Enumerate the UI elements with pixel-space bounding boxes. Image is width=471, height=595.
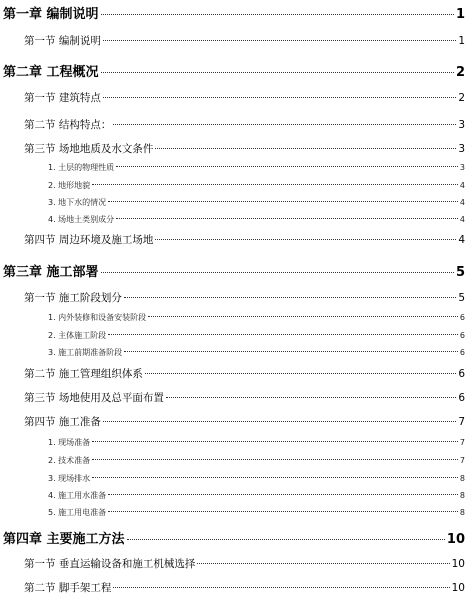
dot-leader — [197, 563, 449, 564]
toc-entry-page-number: 5 — [458, 292, 465, 304]
dot-leader — [92, 441, 458, 442]
dot-leader — [124, 351, 458, 352]
toc-entry-title: 2. 技术准备 — [48, 456, 91, 465]
dot-leader — [103, 97, 456, 98]
toc-entry-title: 第二节 结构特点： — [24, 119, 112, 131]
toc-entry-level-2[interactable] — [0, 232, 471, 247]
dot-leader — [155, 239, 456, 240]
toc-entry-level-3[interactable] — [0, 490, 471, 501]
toc-entry-page-number: 8 — [459, 491, 465, 500]
toc-entry-title: 3. 地下水的情况 — [48, 198, 107, 207]
toc-entry-level-2[interactable] — [0, 580, 471, 595]
toc-entry-title: 第三节 场地地质及水文条件 — [24, 143, 154, 155]
toc-entry-level-2[interactable] — [0, 33, 471, 48]
dot-leader — [113, 587, 449, 588]
dot-leader — [101, 272, 454, 273]
dot-leader — [108, 511, 458, 512]
toc-entry-level-2[interactable] — [0, 141, 471, 156]
toc-entry-page-number: 10 — [451, 558, 465, 570]
dot-leader — [101, 14, 454, 15]
dot-leader — [108, 334, 458, 335]
toc-entry-title: 4. 场地土类别成分 — [48, 215, 115, 224]
toc-entry-page-number: 2 — [458, 92, 465, 104]
toc-entry-level-3[interactable] — [0, 197, 471, 208]
dot-leader — [155, 148, 456, 149]
toc-entry-level-1[interactable] — [0, 61, 471, 80]
toc-entry-page-number: 5 — [455, 265, 465, 280]
dot-leader — [92, 459, 458, 460]
toc-entry-page-number: 1 — [455, 7, 465, 22]
toc-entry-page-number: 8 — [459, 474, 465, 483]
dot-leader — [108, 201, 458, 202]
toc-entry-page-number: 4 — [459, 198, 465, 207]
toc-entry-page-number: 4 — [459, 181, 465, 190]
toc-entry-title: 第一节 建筑特点 — [24, 92, 101, 104]
toc-entry-page-number: 6 — [459, 331, 465, 340]
toc-entry-title: 第一节 施工阶段划分 — [24, 292, 122, 304]
toc-entry-level-2[interactable] — [0, 556, 471, 571]
dot-leader — [101, 72, 454, 73]
dot-leader — [166, 397, 456, 398]
toc-entry-page-number: 7 — [458, 416, 465, 428]
toc-entry-title: 3. 施工前期准备阶段 — [48, 348, 123, 357]
toc-entry-page-number: 4 — [459, 215, 465, 224]
toc-entry-title: 第三章 施工部署 — [3, 265, 99, 280]
dot-leader — [148, 316, 458, 317]
dot-leader — [124, 297, 456, 298]
toc-entry-level-3[interactable] — [0, 347, 471, 358]
toc-entry-level-2[interactable] — [0, 414, 471, 429]
toc-entry-title: 3. 现场排水 — [48, 474, 91, 483]
toc-entry-level-1[interactable] — [0, 3, 471, 22]
toc-entry-level-3[interactable] — [0, 437, 471, 448]
toc-entry-page-number: 1 — [458, 35, 465, 47]
toc-entry-page-number: 7 — [459, 438, 465, 447]
toc-entry-level-1[interactable] — [0, 528, 471, 547]
toc-entry-level-3[interactable] — [0, 507, 471, 518]
toc-entry-title: 第二章 工程概况 — [3, 65, 99, 80]
toc-entry-page-number: 3 — [458, 143, 465, 155]
toc-entry-title: 4. 施工用水准备 — [48, 491, 107, 500]
dot-leader — [103, 421, 456, 422]
toc-entry-page-number: 3 — [458, 119, 465, 131]
toc-entry-level-3[interactable] — [0, 330, 471, 341]
toc-entry-title: 5. 施工用电准备 — [48, 508, 107, 517]
dot-leader — [127, 539, 445, 540]
dot-leader — [92, 477, 458, 478]
dot-leader — [103, 40, 456, 41]
toc-entry-title: 第一节 垂直运输设备和施工机械选择 — [24, 558, 196, 570]
toc-entry-page-number: 3 — [459, 163, 465, 172]
toc-entry-page-number: 7 — [459, 456, 465, 465]
toc-entry-page-number: 10 — [446, 532, 465, 547]
toc-entry-title: 第二节 脚手架工程 — [24, 582, 112, 594]
toc-entry-level-3[interactable] — [0, 473, 471, 484]
toc-entry-page-number: 6 — [458, 392, 465, 404]
toc-entry-title: 第四章 主要施工方法 — [3, 532, 125, 547]
toc-entry-page-number: 4 — [458, 234, 465, 246]
toc-entry-page-number: 2 — [455, 65, 465, 80]
toc-entry-level-2[interactable] — [0, 117, 471, 132]
toc-entry-title: 第三节 场地使用及总平面布置 — [24, 392, 164, 404]
toc-entry-page-number: 6 — [458, 368, 465, 380]
toc-entry-level-2[interactable] — [0, 290, 471, 305]
toc-entry-level-2[interactable] — [0, 90, 471, 105]
toc-entry-level-3[interactable] — [0, 455, 471, 466]
toc-entry-page-number: 10 — [451, 582, 465, 594]
toc-entry-level-2[interactable] — [0, 366, 471, 381]
toc-entry-title: 第二节 施工管理组织体系 — [24, 368, 143, 380]
dot-leader — [145, 373, 456, 374]
dot-leader — [116, 218, 458, 219]
toc-entry-page-number: 8 — [459, 508, 465, 517]
toc-entry-page-number: 6 — [459, 348, 465, 357]
dot-leader — [116, 166, 458, 167]
toc-entry-level-1[interactable] — [0, 261, 471, 280]
toc-entry-title: 1. 内外装修和设备安装阶段 — [48, 313, 147, 322]
toc-entry-title: 第四节 周边环境及施工场地 — [24, 234, 154, 246]
toc-entry-level-3[interactable] — [0, 180, 471, 191]
toc-entry-title: 2. 地形地貌 — [48, 181, 91, 190]
toc-entry-level-3[interactable] — [0, 214, 471, 225]
dot-leader — [108, 494, 458, 495]
toc-entry-page-number: 6 — [459, 313, 465, 322]
toc-entry-title: 1. 土层的物理性质 — [48, 163, 115, 172]
toc-entry-level-3[interactable] — [0, 312, 471, 323]
dot-leader — [113, 124, 456, 125]
toc-entry-title: 第一节 编制说明 — [24, 35, 101, 47]
toc-entry-title: 1. 现场准备 — [48, 438, 91, 447]
toc-entry-title: 2. 主体施工阶段 — [48, 331, 107, 340]
toc-entry-level-2[interactable] — [0, 390, 471, 405]
toc-entry-title: 第一章 编制说明 — [3, 7, 99, 22]
toc-entry-level-3[interactable] — [0, 162, 471, 173]
toc-entry-title: 第四节 施工准备 — [24, 416, 101, 428]
dot-leader — [92, 184, 458, 185]
